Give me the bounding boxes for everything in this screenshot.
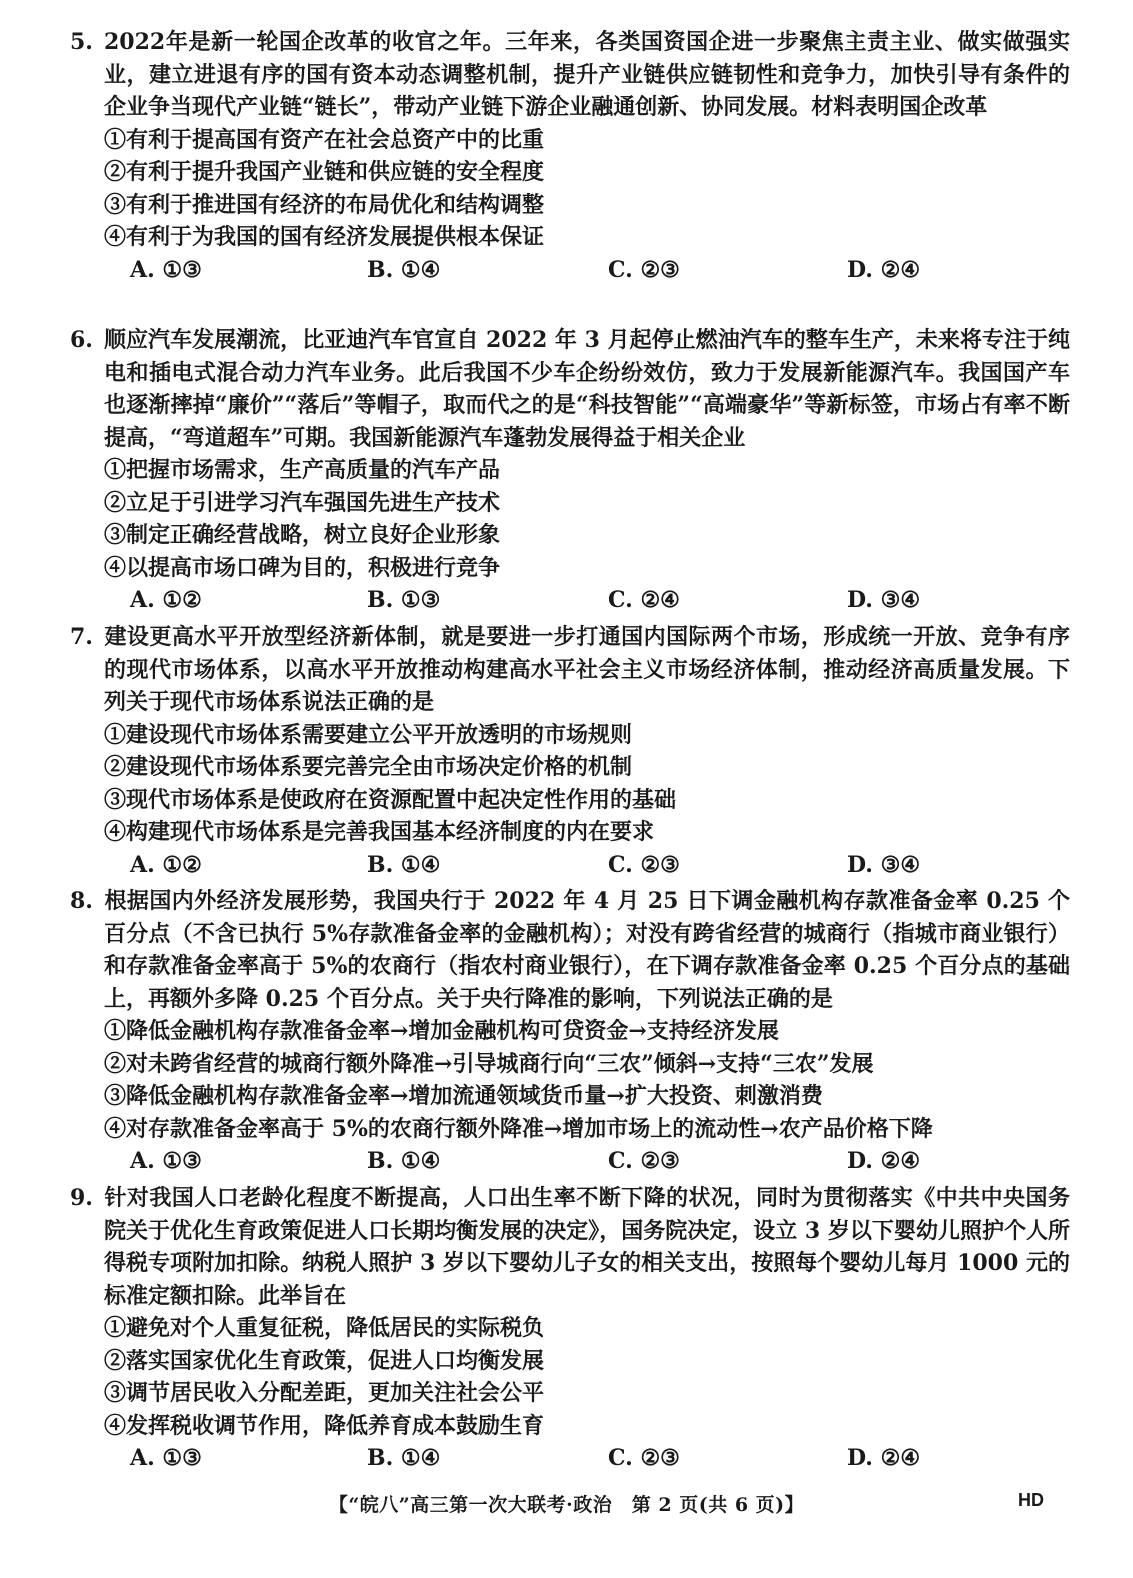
statement-1: ①降低金融机构存款准备金率→增加金融机构可贷资金→支持经济发展 bbox=[104, 1018, 779, 1044]
option-b[interactable]: B. ①④ bbox=[367, 1445, 441, 1471]
option-d[interactable]: D. ③④ bbox=[847, 587, 921, 613]
question-8 bbox=[70, 885, 1070, 1177]
answer-options bbox=[70, 1145, 1070, 1177]
question-text: 2022年是新一轮国企改革的收官之年。三年来，各类国资国企进一步聚焦主责主业、做实做强实业，建立进退有序的国有资本动态调整机制，提升产业链供应链韧性和竞争力，加快引导有条件的企业争当现代产业链“链长”，带动产业链下游企业融通创新、协同发展。材料表明国企改革 bbox=[104, 29, 1070, 120]
question-number: 7. bbox=[70, 624, 93, 650]
question-text: 针对我国人口老龄化程度不断提高，人口出生率不断下降的状况，同时为贯彻落实《中共中央国务院关于优化生育政策促进人口长期均衡发展的决定》，国务院决定，设立 3 岁以下婴幼儿照护个人所得税专项附加扣除。纳税人照护 3 岁以下婴幼儿子女的相关支出，按照每个婴幼儿每月 1000 元的标准定额扣除。此举旨在 bbox=[104, 1185, 1070, 1309]
statement-1: ①把握市场需求，生产高质量的汽车产品 bbox=[104, 457, 501, 483]
question-stem bbox=[70, 885, 1070, 1015]
statement-3: ③制定正确经营战略，树立良好企业形象 bbox=[104, 522, 501, 548]
question-9 bbox=[70, 1182, 1070, 1474]
answer-options bbox=[70, 1442, 1070, 1474]
statement-4: ④对存款准备金率高于 5%的农商行额外降准→增加市场上的流动性→农产品价格下降 bbox=[104, 1115, 933, 1142]
footer-code: HD bbox=[1018, 1490, 1044, 1510]
option-d[interactable]: D. ②④ bbox=[847, 256, 921, 283]
question-5 bbox=[70, 26, 1070, 286]
question-number: 8. bbox=[70, 888, 93, 914]
statement-2: ②建设现代市场体系要完善完全由市场决定价格的机制 bbox=[104, 754, 633, 780]
question-number: 9. bbox=[70, 1185, 93, 1211]
question-7 bbox=[70, 621, 1070, 881]
statement-2: ②对未跨省经营的城商行额外降准→引导城商行向“三农”倾斜→支持“三农”发展 bbox=[104, 1050, 874, 1077]
option-c[interactable]: C. ②④ bbox=[608, 587, 680, 613]
statement-3: ③调节居民收入分配差距，更加关注社会公平 bbox=[104, 1380, 545, 1406]
question-stem bbox=[70, 1182, 1070, 1312]
statement-2: ②落实国家优化生育政策，促进人口均衡发展 bbox=[104, 1347, 545, 1374]
answer-options bbox=[70, 254, 1070, 286]
statement-1: ①避免对个人重复征税，降低居民的实际税负 bbox=[104, 1315, 545, 1341]
option-a[interactable]: A. ①③ bbox=[130, 256, 202, 283]
option-b[interactable]: B. ①④ bbox=[367, 1148, 441, 1174]
statement-4: ④有利于为我国的国有经济发展提供根本保证 bbox=[104, 224, 545, 250]
footer-exam-info: 【“皖八”高三第一次大联考·政治 第 2 页(共 6 页)】 bbox=[328, 1494, 805, 1516]
option-d[interactable]: D. ②④ bbox=[847, 1445, 921, 1471]
statement-1: ①有利于提高国有资产在社会总资产中的比重 bbox=[104, 126, 545, 153]
option-a[interactable]: A. ①② bbox=[130, 851, 202, 878]
statement-3: ③现代市场体系是使政府在资源配置中起决定性作用的基础 bbox=[104, 786, 677, 813]
statement-1: ①建设现代市场体系需要建立公平开放透明的市场规则 bbox=[104, 721, 633, 748]
statement-4: ④发挥税收调节作用，降低养育成本鼓励生育 bbox=[104, 1412, 545, 1439]
statement-4: ④以提高市场口碑为目的，积极进行竞争 bbox=[104, 554, 501, 581]
statement-2: ②立足于引进学习汽车强国先进生产技术 bbox=[104, 489, 501, 516]
question-stem bbox=[70, 26, 1070, 124]
option-c[interactable]: C. ②③ bbox=[608, 1148, 680, 1174]
question-stem bbox=[70, 621, 1070, 719]
option-a[interactable]: A. ①② bbox=[130, 587, 202, 613]
option-c[interactable]: C. ②③ bbox=[608, 256, 680, 283]
question-text: 建设更高水平开放型经济新体制，就是要进一步打通国内国际两个市场，形成统一开放、竞争有序的现代市场体系，以高水平开放推动构建高水平社会主义市场经济体制，推动经济高质量发展。下列关于现代市场体系说法正确的是 bbox=[104, 624, 1070, 715]
question-6 bbox=[70, 324, 1070, 616]
option-b[interactable]: B. ①③ bbox=[367, 587, 441, 613]
option-c[interactable]: C. ②③ bbox=[608, 851, 680, 878]
answer-options bbox=[70, 849, 1070, 881]
option-a[interactable]: A. ①③ bbox=[130, 1148, 202, 1174]
option-b[interactable]: B. ①④ bbox=[367, 851, 441, 878]
question-stem bbox=[70, 324, 1070, 454]
statement-3: ③有利于推进国有经济的布局优化和结构调整 bbox=[104, 191, 545, 218]
question-text: 根据国内外经济发展形势，我国央行于 2022 年 4 月 25 日下调金融机构存款准备金率 0.25 个百分点（不含已执行 5%存款准备金率的金融机构）；对没有跨省经营的城商行（指城市商业银行）和存款准备金率高于 5%的农商行（指农村商业银行），在下调存款准备金率 0.25 个百分点的基础上，再额外多降 0.25 个百分点。关于央行降准的影响，下列说法正确的是 bbox=[104, 888, 1070, 1012]
answer-options bbox=[70, 584, 1070, 616]
question-number: 6. bbox=[70, 327, 93, 353]
statement-3: ③降低金融机构存款准备金率→增加流通领域货币量→扩大投资、刺激消费 bbox=[104, 1083, 823, 1109]
question-number: 5. bbox=[70, 29, 93, 55]
statement-4: ④构建现代市场体系是完善我国基本经济制度的内在要求 bbox=[104, 819, 655, 845]
option-d[interactable]: D. ③④ bbox=[847, 851, 921, 878]
statement-2: ②有利于提升我国产业链和供应链的安全程度 bbox=[104, 159, 545, 185]
option-b[interactable]: B. ①④ bbox=[367, 256, 441, 283]
option-c[interactable]: C. ②③ bbox=[608, 1445, 680, 1471]
option-d[interactable]: D. ②④ bbox=[847, 1148, 921, 1174]
option-a[interactable]: A. ①③ bbox=[130, 1445, 202, 1471]
question-text: 顺应汽车发展潮流，比亚迪汽车官宣自 2022 年 3 月起停止燃油汽车的整车生产，未来将专注于纯电和插电式混合动力汽车业务。此后我国不少车企纷纷效仿，致力于发展新能源汽车。我国国产车也逐渐摔掉“廉价”“落后”等帽子，取而代之的是“科技智能”“高端豪华”等新标签，市场占有率不断提高，“弯道超车”可期。我国新能源汽车蓬勃发展得益于相关企业 bbox=[104, 327, 1070, 451]
